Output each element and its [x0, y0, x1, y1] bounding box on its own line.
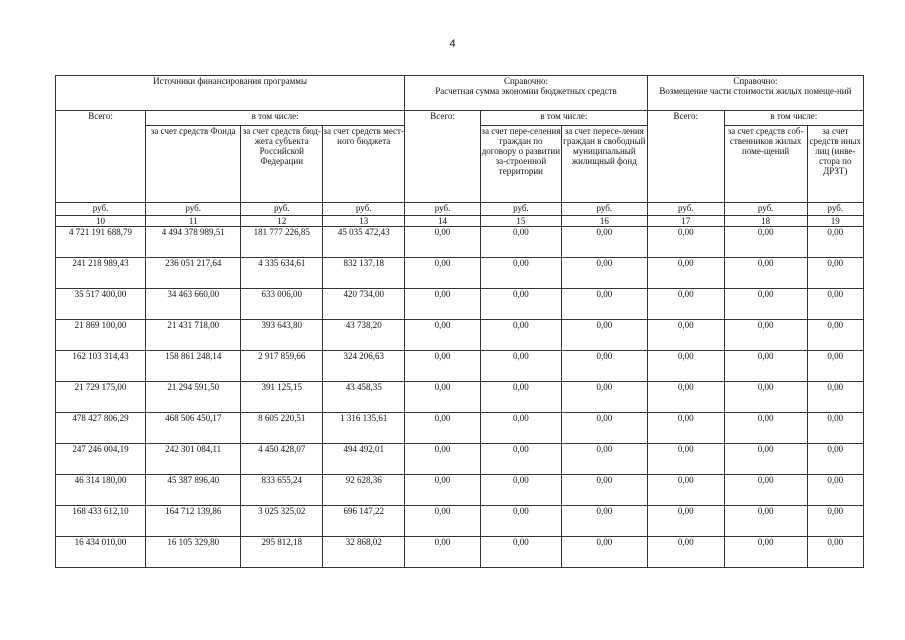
table-cell: 0,00: [405, 289, 481, 320]
column-number: 14: [405, 216, 481, 227]
table-cell: 0,00: [561, 227, 647, 258]
table-cell: 0,00: [405, 258, 481, 289]
header-budget-savings-line1: Справочно:: [503, 76, 549, 86]
header-including-3: в том числе:: [724, 111, 863, 126]
table-cell: 2 917 859,66: [241, 351, 323, 382]
table-cell: 420 734,00: [323, 289, 405, 320]
table-cell: 0,00: [807, 413, 863, 444]
header-col-18: за счет средств соб-ственников жилых поме-щений: [724, 126, 807, 203]
table-cell: 0,00: [405, 475, 481, 506]
table-cell: 0,00: [724, 537, 807, 568]
table-cell: 0,00: [405, 537, 481, 568]
header-compensation-line1: Справочно:: [733, 76, 778, 86]
table-cell: 241 218 989,43: [56, 258, 146, 289]
table-cell: 0,00: [807, 475, 863, 506]
column-number: 13: [323, 216, 405, 227]
table-cell: 0,00: [724, 320, 807, 351]
column-number: 12: [241, 216, 323, 227]
table-cell: 1 316 135,61: [323, 413, 405, 444]
table-cell: 0,00: [807, 382, 863, 413]
table-cell: 0,00: [480, 475, 561, 506]
header-col-11: за счет средств Фонда: [146, 126, 241, 203]
table-cell: 0,00: [724, 444, 807, 475]
table-cell: 4 494 378 989,51: [146, 227, 241, 258]
unit-cell: руб.: [405, 203, 481, 216]
column-number: 18: [724, 216, 807, 227]
table-cell: 0,00: [561, 537, 647, 568]
table-cell: 162 103 314,43: [56, 351, 146, 382]
table-cell: 0,00: [807, 320, 863, 351]
column-number: 15: [480, 216, 561, 227]
header-col-15: за счет пере-селения граждан по договору о развитии за-строенной территории: [480, 126, 561, 203]
table-cell: 168 433 612,10: [56, 506, 146, 537]
table-cell: 0,00: [480, 258, 561, 289]
table-cell: 0,00: [724, 475, 807, 506]
table-cell: 164 712 139,86: [146, 506, 241, 537]
table-cell: 92 628,36: [323, 475, 405, 506]
table-cell: 0,00: [807, 351, 863, 382]
table-cell: 0,00: [724, 289, 807, 320]
table-cell: 0,00: [561, 382, 647, 413]
table-row: [56, 227, 864, 258]
table-row: [56, 506, 864, 537]
unit-cell: руб.: [724, 203, 807, 216]
table-cell: 8 605 220,51: [241, 413, 323, 444]
table-cell: 0,00: [724, 506, 807, 537]
table-row: [56, 444, 864, 475]
unit-cell: руб.: [647, 203, 724, 216]
unit-cell: руб.: [807, 203, 863, 216]
header-financing-sources: Источники финансирования программы: [56, 76, 405, 111]
table-cell: 0,00: [807, 289, 863, 320]
table-cell: 0,00: [561, 351, 647, 382]
table-cell: 3 025 325,02: [241, 506, 323, 537]
table-cell: 45 387 896,40: [146, 475, 241, 506]
table-cell: 0,00: [647, 413, 724, 444]
table-cell: 0,00: [480, 506, 561, 537]
table-cell: 16 105 329,80: [146, 537, 241, 568]
table-cell: 0,00: [480, 351, 561, 382]
table-cell: 0,00: [561, 413, 647, 444]
table-cell: 0,00: [807, 506, 863, 537]
unit-cell: руб.: [146, 203, 241, 216]
table-cell: 0,00: [647, 351, 724, 382]
table-cell: 393 643,80: [241, 320, 323, 351]
table-cell: 21 729 175,00: [56, 382, 146, 413]
table-cell: 494 492,01: [323, 444, 405, 475]
header-col-19: за счет средств иных лиц (инве-стора по ДРЗТ): [807, 126, 863, 203]
table-cell: 0,00: [647, 444, 724, 475]
table-cell: 43 738,20: [323, 320, 405, 351]
table-cell: 0,00: [561, 258, 647, 289]
table-cell: 324 206,63: [323, 351, 405, 382]
table-cell: 0,00: [647, 320, 724, 351]
table-cell: 391 125,15: [241, 382, 323, 413]
table-cell: 0,00: [561, 320, 647, 351]
table-cell: 0,00: [480, 289, 561, 320]
table-cell: 0,00: [480, 227, 561, 258]
header-budget-savings: [405, 76, 648, 111]
table-cell: 0,00: [807, 444, 863, 475]
table-cell: 0,00: [480, 320, 561, 351]
header-including-2: в том числе:: [480, 111, 647, 126]
column-number: 19: [807, 216, 863, 227]
table-cell: 468 506 450,17: [146, 413, 241, 444]
table-cell: 158 861 248,14: [146, 351, 241, 382]
header-col-16: за счет пересе-ления граждан в свободный муниципальный жилищный фонд: [561, 126, 647, 203]
table-row: [56, 320, 864, 351]
column-number: 16: [561, 216, 647, 227]
column-number: 17: [647, 216, 724, 227]
table-cell: 0,00: [647, 289, 724, 320]
table-cell: 242 301 084,11: [146, 444, 241, 475]
page-number: 4: [449, 38, 456, 50]
table-cell: 46 314 180,00: [56, 475, 146, 506]
table-row: [56, 537, 864, 568]
table-cell: 4 335 634,61: [241, 258, 323, 289]
table-cell: 0,00: [724, 382, 807, 413]
header-col-12: за счет средств бюд-жета субъекта Российской Федерации: [241, 126, 323, 203]
table-cell: 4 450 428,07: [241, 444, 323, 475]
table-cell: 43 458,35: [323, 382, 405, 413]
table-row: [56, 413, 864, 444]
table-body: [56, 227, 864, 568]
table-cell: 21 431 718,00: [146, 320, 241, 351]
table-cell: 247 246 004,19: [56, 444, 146, 475]
table-cell: 32 868,02: [323, 537, 405, 568]
table-cell: 295 812,18: [241, 537, 323, 568]
table-row: [56, 289, 864, 320]
header-total-10: Всего:: [56, 111, 146, 203]
table-cell: 0,00: [405, 351, 481, 382]
unit-cell: руб.: [561, 203, 647, 216]
table-cell: 0,00: [724, 258, 807, 289]
table-cell: 833 655,24: [241, 475, 323, 506]
table-cell: 0,00: [405, 506, 481, 537]
header-including-1: в том числе:: [146, 111, 405, 126]
unit-cell: руб.: [56, 203, 146, 216]
table-cell: 0,00: [561, 475, 647, 506]
table-cell: 0,00: [405, 413, 481, 444]
table-cell: 0,00: [647, 506, 724, 537]
table-cell: 0,00: [480, 537, 561, 568]
table-cell: 0,00: [561, 444, 647, 475]
header-total-17: Всего:: [647, 111, 724, 203]
table-row: [56, 351, 864, 382]
table-cell: 34 463 660,00: [146, 289, 241, 320]
table-cell: 0,00: [724, 413, 807, 444]
table-cell: 181 777 226,85: [241, 227, 323, 258]
table-cell: 35 517 400,00: [56, 289, 146, 320]
table-cell: 0,00: [405, 382, 481, 413]
table-cell: 0,00: [561, 506, 647, 537]
table-cell: 16 434 010,00: [56, 537, 146, 568]
table-cell: 0,00: [647, 382, 724, 413]
table-cell: 832 137,18: [323, 258, 405, 289]
table-row: [56, 475, 864, 506]
table-cell: 0,00: [724, 227, 807, 258]
table-cell: 0,00: [724, 351, 807, 382]
unit-cell: руб.: [480, 203, 561, 216]
table-cell: 0,00: [480, 382, 561, 413]
table-cell: 0,00: [647, 475, 724, 506]
table-cell: 0,00: [807, 537, 863, 568]
table-cell: 0,00: [807, 227, 863, 258]
table-cell: 633 006,00: [241, 289, 323, 320]
unit-cell: руб.: [323, 203, 405, 216]
table-cell: 21 294 591,50: [146, 382, 241, 413]
table-cell: 0,00: [647, 537, 724, 568]
table-cell: 0,00: [647, 227, 724, 258]
table-row: [56, 382, 864, 413]
table-cell: 4 721 191 688,79: [56, 227, 146, 258]
table-cell: 0,00: [561, 289, 647, 320]
financing-table: [55, 75, 864, 568]
unit-cell: руб.: [241, 203, 323, 216]
table-cell: 0,00: [405, 444, 481, 475]
table-cell: 0,00: [405, 227, 481, 258]
table-row: [56, 258, 864, 289]
table-cell: 236 051 217,64: [146, 258, 241, 289]
table-cell: 478 427 806,29: [56, 413, 146, 444]
table-cell: 696 147,22: [323, 506, 405, 537]
table-cell: 0,00: [480, 413, 561, 444]
column-number: 10: [56, 216, 146, 227]
header-col-13: за счет средств мест-ного бюджета: [323, 126, 405, 203]
table-cell: 0,00: [480, 444, 561, 475]
table-cell: 21 869 100,00: [56, 320, 146, 351]
column-number: 11: [146, 216, 241, 227]
table-cell: 0,00: [405, 320, 481, 351]
table-cell: 0,00: [647, 258, 724, 289]
header-total-14: Всего:: [405, 111, 481, 203]
table-cell: 0,00: [807, 258, 863, 289]
table-cell: 45 035 472,43: [323, 227, 405, 258]
header-compensation: [647, 76, 863, 111]
header-budget-savings-line2: Расчетная сумма экономии бюджетных средств: [435, 86, 617, 96]
header-compensation-line2: Возмещение части стоимости жилых помеще-ний: [659, 86, 852, 96]
